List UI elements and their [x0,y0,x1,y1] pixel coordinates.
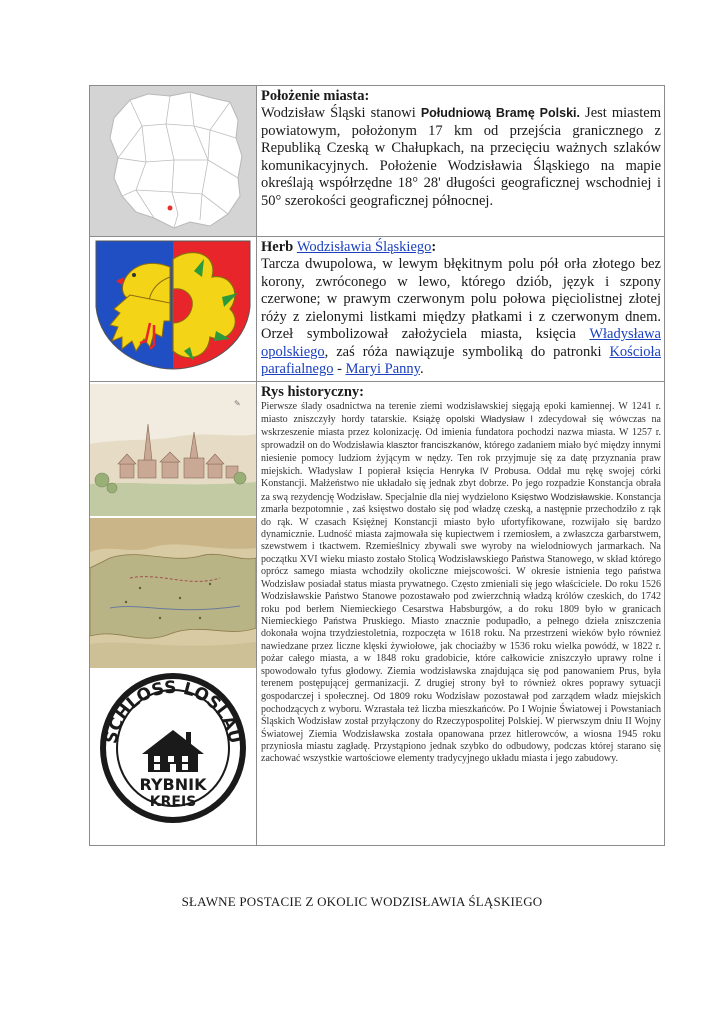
city-marker-icon [168,206,173,211]
maryi-panny-link[interactable]: Maryi Panny [345,361,420,377]
coat-body-part: Tarcza dwupolowa, w lewym błękitnym polu pół orła złotego bez korony, zwróconego w lewo, którego dziób, język i szpony czerwone; w prawym czerwonym polu połowa pięciolistnej złotej róży z zielonymi listkami między płatkami i z czerwonym dnem. Orzeł symbolizował założyciela miasta, księcia [261,256,661,342]
location-body-part: Wodzisław Śląski stanowi [261,105,421,121]
history-text-cell [257,382,665,846]
location-body-part: Jest miastem powiatowym, położonym 17 km od przejścia granicznego z Republiką Czeską w Chałupkach, na przecięciu ważnych szlaków komunikacyjnych. Położenie Wodzisławia Śląskiego na mapie określają współrzędne 18° 28' długości geograficznej wschodniej i 50° szerokości geograficznej północnej. [261,105,661,209]
schloss-loslau-stamp-image [90,670,256,826]
coat-body-part: , zaś róża nawiązuje symboliką do patronki [324,343,610,360]
poland-map-cell [90,86,257,237]
history-title: Rys historyczny: [261,384,364,400]
history-body [261,401,661,766]
location-body [261,105,661,210]
coat-of-arms-row [90,237,665,382]
history-images-cell [90,382,257,846]
wladyslaw-link[interactable]: Władysława opolskiego [261,326,661,360]
history-body-part: , którego zadaniem miało być między innymi niesienie pomocy ludziom żyjącym w nędzy. Ten rok przyjmuje się za datę przyznania praw miejskich. Władysław I popierał księcia [261,440,661,478]
history-body-part: Wodzisław pozostawał pod zarządem władz miejskich pochodzących z wyboru. Wzrastała też liczba mieszkańców. Po I Wojnie Światowej i Powstaniach Śląskich Wodzisław został przyłączony do Rzeczypospolitej Polskiej. W pierwszym dniu II Wojny Światowej Ziemia Wodzisławska została opanowana przez hitlerowców, a wiosna 1945 roku przyniosła miastu zagładę. Przystąpiono jednak szybko do odbudowy, podczas której starano się zachować wszystkie wartościowe elementy tradycyjnego układu miasta i jego zabudowy. [261,691,661,765]
history-body-sans: Księstwo Wodzisławskie [511,491,611,502]
coat-of-arms-title [261,239,661,256]
history-body-part: . Oddał mu rękę swojej córki Konstancji. Małżeństwo nie układało się jednak zbyt dobrze. Po jego rozpadzie Konstancja obrała za swą rezydencję Wodzisław. Specjalnie dla niej wydzielono [261,466,661,503]
history-row [90,382,665,846]
history-body-part: zdecydował się wówczas na wskrzeszenie miasta przez kolonizację. Od imienia fundatora pochodzi nazwa miasta. W 1257 r. sprowadził on do Wodzisławia [261,414,661,452]
history-body-part: Pierwsze ślady osadnictwa na terenie ziemi wodzisławskiej sięgają epoki kamiennej. W 1241 r. miasto zniszczyły hordy tatarskie. [261,401,661,426]
history-body-sans: Od 1809 roku [373,691,432,702]
coat-title-part: : [431,239,437,255]
famous-people-heading: SŁAWNE POSTACIE Z OKOLIC WODZISŁAWIA ŚLĄSKIEGO [181,894,543,909]
location-text-cell [257,86,665,237]
stamp-top-text: SCHLOSS LOSLAU [101,677,245,746]
coat-of-arms-image [90,237,256,377]
poland-map-image [90,86,256,236]
location-title: Położenie miasta: [261,88,370,104]
history-body-sans: klasztor franciszkanów [386,440,480,451]
history-body-sans: Książę opolski Władysław I [412,414,533,425]
coat-of-arms-text-cell [257,237,665,382]
church-link[interactable]: Kościoła parafialnego [261,343,661,377]
historic-map-image [90,518,256,668]
coat-of-arms-cell [90,237,257,382]
old-town-engraving-image [90,384,256,516]
history-body-sans: Henryka IV Probusa [439,466,529,477]
history-body-part: . Konstancja zmarła bezpotomnie , zaś księstwo dostało się pod władzę czeską, a następnie przechodziło z rąk do rąk. W czasach Księżnej Konstancji miasto było ufortyfikowane, rozwijało się bardzo dynamicznie. Ludność miasta zajmowała się kupiectwem i rzemiosłem, a zwłaszcza garbarstwem, szewstwem i tkactwem. Rzemieślnicy zbywali swe wyroby na wielodniowych jarmarkach. Na początku XVI wieku miasto zostało Stolicą Wodzisławskiego Państwa Stanowego, w skład którego oprócz samego miasta wchodziły okoliczne miejscowości. W okresie istnienia tego państwa Wodzisław posiadał status miasta prywatnego. Często zmieniali się jego właściciele. Do roku 1526 Wodzisławskie Państwo Stanowe pozostawało pod zwierzchnią władzą królów czeskich, do 1742 roku pod berłem Niemieckiego Cesarstwa Habsburgów, a do roku 1809 było w granicach Niemieckiego Państwa Pruskiego. Miasto znacznie podupadło, a pełnego dzieła zniszczenia dokonała wojna trzydziestoletnia, rozpoczęta w 1618 roku. Na przestrzeni wieków było również nawiedzane przez liczne klęski żywiołowe, jak chociażby w 1536 roku wielka powódź, w 1822 r. pożar całego miasta, a w 1848 roku gradobicie, które całkowicie zniszczyło uprawy rolne i spowodowało tyfus głodowy. Ziemia wodzisławska znajdująca się pod panowaniem Prus, była terenem postępującej germanizacji. Z drugiej strony był to również okres poprawy sytuacji gospodarczej i społecznej. [261,491,661,703]
location-body-bold: Południową Bramę Polski. [420,106,580,120]
coat-title-part: Herb [261,239,297,255]
content-table [89,85,665,846]
engraving-signature: ✎ [234,399,241,408]
stamp-bottom-text-2: KREIS [149,794,197,810]
coat-body-part: . [419,361,424,377]
coat-of-arms-body [261,256,661,379]
coat-body-part: - [333,361,346,377]
coat-title-link[interactable]: Wodzisławia Śląskiego [296,239,432,255]
location-row [90,86,665,237]
stamp-bottom-text-1: RYBNIK [139,775,207,794]
